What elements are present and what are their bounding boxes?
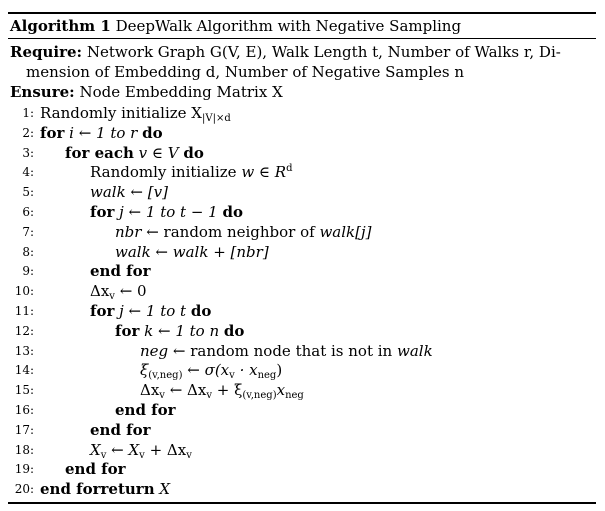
line-number: 2: bbox=[22, 125, 34, 140]
line-number: 17: bbox=[14, 422, 34, 437]
keyword: for each bbox=[65, 143, 134, 162]
line-number: 9: bbox=[22, 264, 34, 279]
code-fragment: v bbox=[139, 449, 145, 461]
keyword: do bbox=[142, 123, 163, 142]
code-fragment: walk[j] bbox=[319, 222, 372, 241]
keyword: for bbox=[90, 302, 115, 320]
keyword: for bbox=[115, 321, 140, 340]
ensure-line bbox=[10, 82, 283, 102]
code-fragment: ← Δx bbox=[164, 381, 207, 400]
line-number: 11: bbox=[14, 304, 34, 318]
require-line-2 bbox=[26, 62, 464, 82]
keyword: end for bbox=[90, 262, 151, 281]
keyword: do bbox=[190, 302, 212, 320]
ensure-text: Node Embedding Matrix X bbox=[79, 83, 283, 101]
code-fragment: v bbox=[229, 370, 235, 382]
bottom-rule bbox=[8, 502, 596, 504]
code-fragment: Randomly initialize X bbox=[40, 104, 202, 122]
line-code bbox=[40, 479, 170, 499]
keyword: end forreturn bbox=[40, 480, 155, 499]
code-fragment: i ← 1 to r bbox=[64, 123, 143, 142]
algorithm-label: Algorithm 1 bbox=[10, 17, 111, 35]
keyword: do bbox=[183, 143, 204, 162]
keyword: for bbox=[90, 203, 115, 221]
keyword: end for bbox=[115, 401, 176, 419]
code-fragment: Δx bbox=[90, 282, 110, 301]
line-code bbox=[40, 103, 231, 123]
code-fragment: + Δx bbox=[144, 440, 187, 459]
code-fragment: ← random neighbor of bbox=[141, 222, 320, 241]
code-fragment: neg bbox=[257, 370, 277, 382]
line-code bbox=[90, 440, 192, 460]
code-fragment: + ξ bbox=[212, 381, 243, 400]
keyword: end for bbox=[65, 460, 126, 479]
keyword: end for bbox=[90, 420, 151, 439]
require-text-1: Network Graph G(V, E), Walk Length t, Number of Walks r, Di- bbox=[86, 43, 561, 61]
code-fragment: ) bbox=[276, 361, 283, 380]
line-code bbox=[65, 459, 126, 479]
code-fragment: ← X bbox=[106, 440, 140, 459]
line-number: 8: bbox=[22, 244, 34, 259]
code-fragment: · x bbox=[234, 361, 258, 380]
line-code bbox=[140, 380, 304, 400]
code-fragment: walk bbox=[397, 341, 433, 360]
code-fragment: v bbox=[109, 291, 115, 303]
code-fragment: ← 0 bbox=[114, 282, 147, 301]
line-number: 5: bbox=[22, 185, 34, 200]
code-fragment: (v,neg) bbox=[148, 370, 183, 382]
code-fragment: v bbox=[100, 449, 107, 461]
code-fragment: ξ bbox=[140, 361, 149, 380]
top-rule bbox=[8, 12, 596, 14]
code-fragment: v bbox=[186, 449, 192, 461]
code-fragment: v bbox=[159, 390, 165, 402]
line-number: 3: bbox=[22, 145, 34, 160]
line-number: 20: bbox=[14, 482, 34, 497]
line-number: 13: bbox=[14, 343, 34, 358]
line-number: 6: bbox=[22, 205, 34, 219]
code-fragment: neg bbox=[140, 341, 169, 360]
code-fragment: (v,neg) bbox=[242, 390, 277, 402]
require-keyword: Require: bbox=[10, 43, 83, 61]
keyword: do bbox=[223, 321, 245, 340]
line-number: 16: bbox=[14, 403, 34, 417]
line-number: 10: bbox=[14, 284, 34, 299]
line-code bbox=[90, 281, 147, 301]
line-number: 18: bbox=[14, 442, 34, 457]
code-fragment: x bbox=[276, 381, 286, 400]
code-fragment: d bbox=[286, 163, 293, 175]
code-fragment: neg bbox=[285, 390, 304, 402]
code-fragment: Δx bbox=[140, 381, 160, 400]
code-fragment: w ∈ R bbox=[241, 163, 287, 182]
line-code bbox=[90, 182, 168, 202]
line-code bbox=[90, 301, 211, 321]
line-code bbox=[40, 123, 163, 143]
code-fragment: v ∈ V bbox=[133, 143, 184, 162]
code-fragment: v bbox=[206, 390, 213, 402]
line-number: 7: bbox=[22, 224, 34, 239]
code-fragment: j ← 1 to t − 1 bbox=[114, 203, 223, 221]
algorithm-title: DeepWalk Algorithm with Negative Sampling bbox=[115, 17, 462, 35]
line-code bbox=[115, 222, 372, 242]
line-number: 12: bbox=[14, 323, 34, 338]
line-code bbox=[115, 242, 269, 262]
code-fragment: X bbox=[154, 480, 171, 499]
line-number: 14: bbox=[14, 363, 34, 378]
line-code bbox=[140, 360, 282, 380]
line-code bbox=[115, 400, 176, 420]
line-code bbox=[90, 162, 293, 182]
code-fragment: j ← 1 to t bbox=[114, 302, 191, 320]
code-fragment: ← random node that is not in bbox=[168, 341, 397, 360]
line-code bbox=[90, 261, 151, 281]
line-code bbox=[90, 202, 243, 222]
caption-rule bbox=[8, 38, 596, 39]
line-number: 15: bbox=[14, 383, 34, 398]
code-fragment: nbr bbox=[115, 222, 142, 241]
code-fragment: k ← 1 to n bbox=[139, 321, 224, 340]
keyword: for bbox=[40, 123, 65, 142]
code-fragment: walk ← [v] bbox=[90, 183, 168, 202]
algorithm-caption bbox=[10, 16, 461, 36]
keyword: do bbox=[222, 203, 243, 221]
code-fragment: X bbox=[90, 440, 101, 459]
line-number: 19: bbox=[14, 462, 34, 477]
line-code bbox=[90, 420, 151, 440]
ensure-keyword: Ensure: bbox=[10, 83, 75, 101]
line-number: 1: bbox=[22, 106, 34, 120]
line-code bbox=[65, 143, 204, 163]
code-fragment: walk ← walk + [nbr] bbox=[115, 242, 269, 261]
code-fragment: ← σ(x bbox=[182, 361, 230, 380]
line-code bbox=[115, 321, 244, 341]
line-code bbox=[140, 341, 433, 361]
code-fragment: |V|×d bbox=[201, 113, 231, 124]
code-fragment: Randomly initialize bbox=[90, 163, 242, 182]
require-text-2: mension of Embedding d, Number of Negative Samples n bbox=[26, 63, 465, 81]
line-number: 4: bbox=[22, 165, 34, 180]
require-line-1 bbox=[10, 42, 561, 62]
